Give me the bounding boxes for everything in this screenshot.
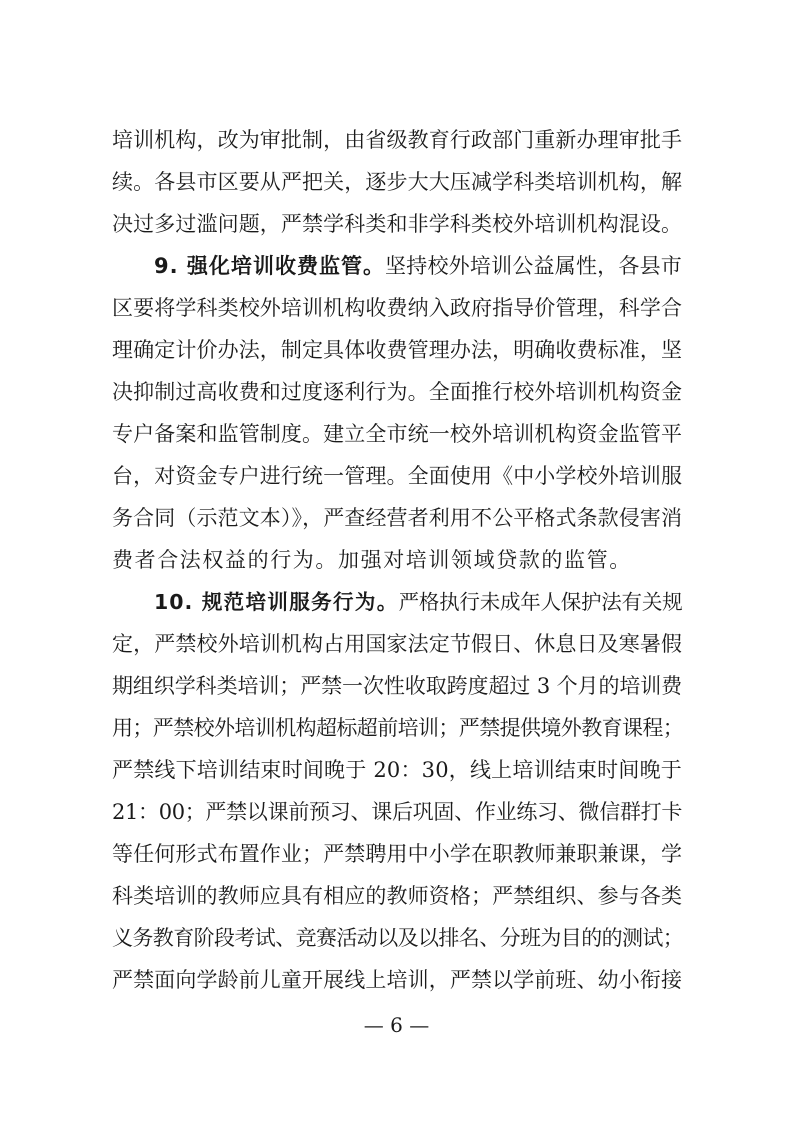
text-line: 等任何形式布置作业；严禁聘用中小学在职教师兼职兼课，学 (112, 842, 682, 866)
text-line: 严禁面向学龄前儿童开展线上培训，严禁以学前班、幼小衔接 (112, 968, 682, 992)
text-line: 理确定计价办法，制定具体收费管理办法，明确收费标准，坚 (112, 338, 682, 362)
text-line: 用；严禁校外培训机构超标超前培训；严禁提供境外教育课程； (112, 716, 684, 740)
text-line: 期组织学科类培训；严禁一次性收取跨度超过 3 个月的培训费 (112, 674, 682, 698)
text-line: 严禁线下培训结束时间晚于 20：30，线上培训结束时间晚于 (112, 758, 682, 782)
page-number: — 6 — (363, 1013, 430, 1037)
text-line: 务合同（示范文本）》，严查经营者利用不公平格式条款侵害消 (112, 506, 682, 530)
text-line: 决过多过滥问题，严禁学科类和非学科类校外培训机构混设。 (112, 212, 682, 236)
text-run: 坚持校外培训公益属性，各县市 (385, 254, 682, 278)
item-heading: 9. 强化培训收费监管。 (154, 254, 386, 278)
paragraph-first-line (154, 582, 682, 622)
text-run: 严格执行未成年人保护法有关规 (398, 590, 682, 614)
text-line: 区要将学科类校外培训机构收费纳入政府指导价管理，科学合 (112, 296, 682, 320)
text-line: 决抑制过高收费和过度逐利行为。全面推行校外培训机构资金 (112, 380, 682, 404)
text-line: 专户备案和监管制度。建立全市统一校外培训机构资金监管平 (112, 422, 682, 446)
text-line: 费者合法权益的行为。加强对培训领域贷款的监管。 (112, 548, 632, 572)
text-line: 定，严禁校外培训机构占用国家法定节假日、休息日及寒暑假 (112, 632, 682, 656)
text-line: 培训机构，改为审批制，由省级教育行政部门重新办理审批手 (112, 128, 682, 152)
paragraph-first-line (154, 246, 682, 286)
text-line: 义务教育阶段考试、竞赛活动以及以排名、分班为目的的测试； (112, 926, 684, 950)
item-heading: 10. 规范培训服务行为。 (154, 590, 399, 614)
text-line: 台，对资金专户进行统一管理。全面使用《中小学校外培训服 (112, 464, 682, 488)
text-line: 21：00；严禁以课前预习、课后巩固、作业练习、微信群打卡 (112, 800, 682, 824)
text-line: 续。各县市区要从严把关，逐步大大压减学科类培训机构，解 (112, 170, 682, 194)
text-line: 科类培训的教师应具有相应的教师资格；严禁组织、参与各类 (112, 884, 682, 908)
